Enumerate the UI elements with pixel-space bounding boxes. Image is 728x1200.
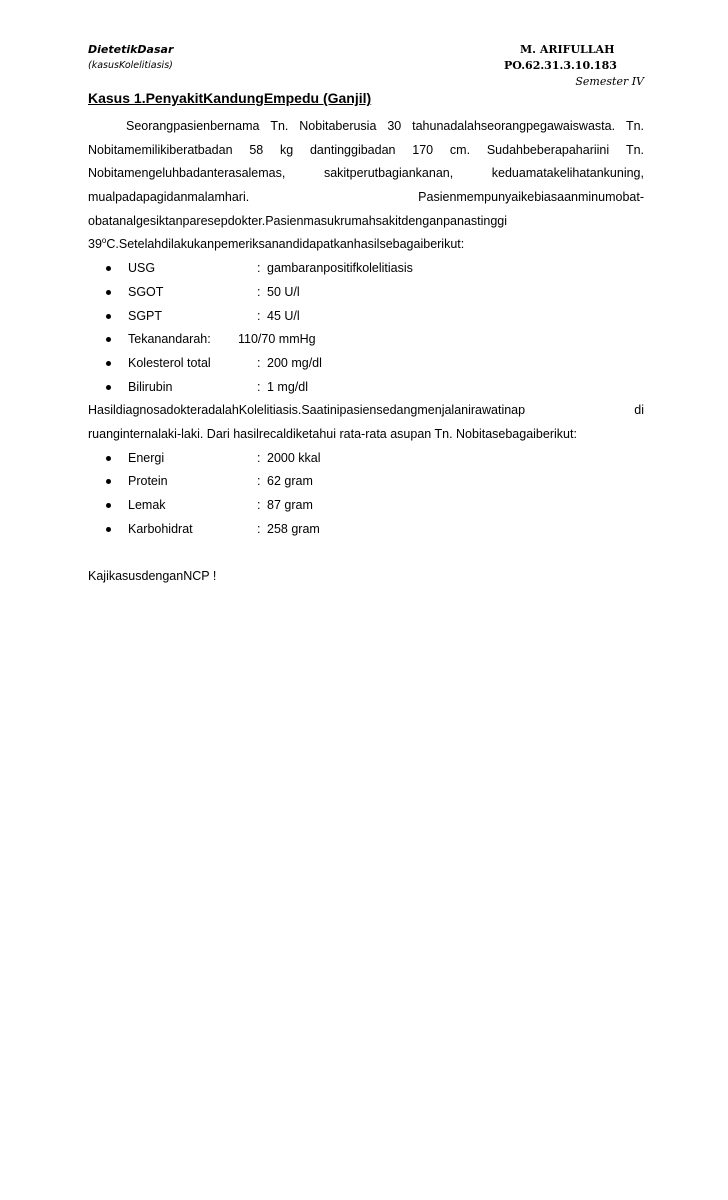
list-item xyxy=(88,329,644,353)
word: Nobitamemilikiberatbadan xyxy=(88,142,233,157)
word: Seorangpasienbernama xyxy=(126,119,260,133)
list-item xyxy=(88,353,644,377)
item-label: Lemak xyxy=(128,498,166,512)
word: Tn. xyxy=(625,142,644,157)
word: Pasienmempunyaikebiasaanminumobat- xyxy=(418,190,644,205)
paragraph1-line1 xyxy=(88,116,644,140)
degree-sign: o xyxy=(101,236,107,246)
word: sakitperutbagiankanan, xyxy=(323,166,454,181)
semester-label: Semester IV xyxy=(575,75,644,88)
bullet-icon xyxy=(106,266,111,271)
item-separator: : xyxy=(257,521,261,536)
word: Tn. xyxy=(625,119,644,133)
word: HasildiagnosadokteradalahKolelitiasis.Saatinipasiensedangmenjalanirawatinap xyxy=(88,403,526,418)
case-title: Kasus 1.PenyakitKandungEmpedu (Ganjil) xyxy=(88,90,372,106)
item-value: 45 U/l xyxy=(267,308,300,323)
item-label: SGOT xyxy=(128,284,164,299)
item-label: Protein xyxy=(128,474,168,489)
item-separator: : xyxy=(257,474,261,489)
header-left xyxy=(88,42,173,74)
intake-list xyxy=(88,448,644,543)
bullet-icon xyxy=(106,290,111,295)
item-label: Tekanandarah: xyxy=(128,332,211,347)
bullet-icon xyxy=(106,503,111,508)
paragraph1-line2 xyxy=(88,140,644,164)
bullet-icon xyxy=(106,456,111,461)
word: Tn. xyxy=(270,119,289,133)
item-separator: : xyxy=(257,379,261,394)
item-value: 200 mg/dl xyxy=(267,355,322,370)
list-item xyxy=(88,306,644,330)
item-label: Karbohidrat xyxy=(128,521,193,536)
item-separator: : xyxy=(257,261,261,276)
student-id: PO.62.31.3.10.183 xyxy=(504,59,617,72)
paragraph1-line4 xyxy=(88,187,644,211)
word: Nobitamengeluhbadanterasalemas, xyxy=(88,166,286,181)
word: dantinggibadan xyxy=(309,142,396,157)
word: Nobitaberusia xyxy=(299,119,377,133)
item-value: 258 gram xyxy=(267,521,320,536)
paragraph1-line3 xyxy=(88,163,644,187)
paragraph2-line1 xyxy=(88,400,644,424)
item-value: 110/70 mmHg xyxy=(238,332,316,347)
spacer xyxy=(88,542,644,566)
word: cm. xyxy=(449,142,471,157)
word: mualpadapagidanmalamhari. xyxy=(88,190,250,205)
list-item xyxy=(88,448,644,472)
course-subtitle: (kasusKolelitiasis) xyxy=(88,60,173,71)
exam-results-list xyxy=(88,258,644,400)
word: kg xyxy=(280,142,294,157)
item-value: 62 gram xyxy=(267,474,313,489)
closing-instruction: KajikasusdenganNCP ! xyxy=(88,569,217,584)
item-value: 1 mg/dl xyxy=(267,379,308,394)
list-item xyxy=(88,377,644,401)
item-value: gambaranpositifkolelitiasis xyxy=(267,261,413,276)
item-label: Bilirubin xyxy=(128,379,173,394)
list-item xyxy=(88,471,644,495)
list-item xyxy=(88,282,644,306)
word: 58 xyxy=(249,142,264,157)
item-separator: : xyxy=(257,284,261,299)
paragraph1-line5: obatanalgesiktanparesepdokter.Pasienmasukrumahsakitdenganpanastinggi xyxy=(88,213,508,228)
item-value: 2000 kkal xyxy=(267,450,321,465)
bullet-icon xyxy=(106,337,111,342)
item-separator: : xyxy=(257,450,261,465)
course-title: DietetikDasar xyxy=(88,43,174,56)
item-separator: : xyxy=(257,308,261,323)
item-label: USG xyxy=(128,261,156,276)
bullet-icon xyxy=(106,361,111,366)
item-label: Energi xyxy=(128,450,165,465)
word: 30 xyxy=(387,119,402,133)
list-item xyxy=(88,258,644,282)
bullet-icon xyxy=(106,479,111,484)
list-item xyxy=(88,495,644,519)
item-label: SGPT xyxy=(128,308,163,323)
item-value: 87 gram xyxy=(267,498,313,512)
item-separator: : xyxy=(257,498,261,512)
bullet-icon xyxy=(106,527,111,532)
paragraph2-line2: ruanginternalaki-laki. Dari hasilrecaldiketahui rata-rata asupan Tn. Nobitasebagaiberikut: xyxy=(88,426,577,441)
bullet-icon xyxy=(106,314,111,319)
word: 170 xyxy=(412,142,434,157)
case-body xyxy=(88,116,644,590)
temperature-value: 39 xyxy=(88,237,102,252)
author-name: M. ARIFULLAH xyxy=(520,43,615,56)
header-right xyxy=(504,42,644,90)
word: tahunadalahseorangpegawaiswasta. xyxy=(412,119,616,133)
paragraph1-line6 xyxy=(88,234,644,258)
item-separator: : xyxy=(257,355,261,370)
item-label: Kolesterol total xyxy=(128,355,211,370)
text: C.Setelahdilakukanpemeriksanandidapatkanhasilsebagaiberikut: xyxy=(106,237,465,252)
list-item xyxy=(88,519,644,543)
word: di xyxy=(634,403,644,418)
item-value: 50 U/l xyxy=(267,284,300,299)
word: Sudahbeberapahariini xyxy=(486,142,610,157)
bullet-icon xyxy=(106,385,111,390)
word: keduamatakelihatankuning, xyxy=(491,166,644,181)
